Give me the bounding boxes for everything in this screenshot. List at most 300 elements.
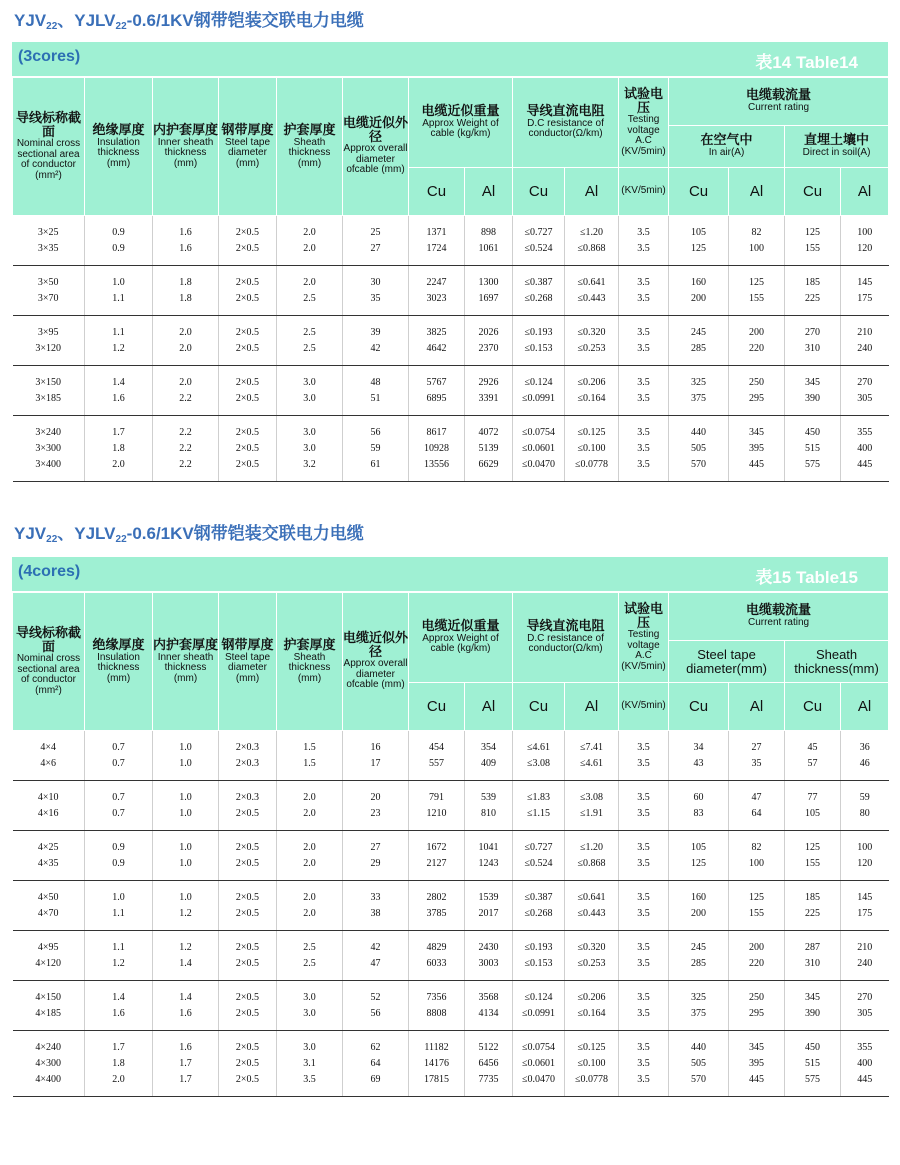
table-cell: 3×25	[37, 227, 59, 238]
table-cell: 1.6	[153, 216, 219, 242]
table-cell: 310	[785, 341, 841, 366]
spec-table	[12, 77, 889, 482]
table-cell: 305	[841, 391, 889, 416]
table-cell: ≤0.0778	[565, 457, 619, 482]
table-cell: 3.5	[619, 216, 669, 242]
table-cell: 400	[841, 1056, 889, 1072]
table-cell: 2127	[409, 856, 465, 881]
table-cell: 3.5	[619, 781, 669, 807]
table-cell: 155	[729, 291, 785, 316]
table-cell: 1539	[465, 881, 513, 907]
table-cell: ≤0.443	[565, 906, 619, 931]
table-row	[13, 366, 889, 392]
table-cell: 2×0.3	[219, 731, 277, 757]
table-cell: 210	[841, 931, 889, 957]
table-cell: 2.0	[277, 216, 343, 242]
table-row	[13, 756, 889, 781]
table-cell: 375	[669, 391, 729, 416]
header-insulation-en: Insulation thickness (mm)	[97, 136, 140, 169]
table-cell: 2×0.5	[219, 1072, 277, 1097]
table-cell: 2.0	[277, 856, 343, 881]
table-row	[13, 806, 889, 831]
table-cell: 395	[729, 441, 785, 457]
table-cell: ≤0.153	[513, 956, 565, 981]
table-cell: 4×300	[35, 1058, 62, 1069]
table-cell: 0.7	[85, 781, 153, 807]
header-resistance-zh: 导线直流电阻	[526, 619, 605, 635]
table-cell: 355	[841, 416, 889, 442]
table-cell: 287	[785, 931, 841, 957]
table-cell: 270	[841, 366, 889, 392]
table-cell: 42	[343, 341, 409, 366]
table-cell: 3×35	[13, 241, 85, 266]
table-cell: 160	[669, 266, 729, 292]
table-row	[13, 441, 889, 457]
header-diameter	[343, 593, 409, 731]
table-cell: ≤3.08	[513, 756, 565, 781]
table-cell: 1.1	[85, 906, 153, 931]
header-inner-sheath-zh: 内护套厚度	[153, 122, 219, 138]
table-cell: 200	[729, 316, 785, 342]
header-insulation-zh: 绝缘厚度	[92, 637, 145, 653]
table-cell: 100	[841, 831, 889, 857]
table-cell: 2.2	[153, 441, 219, 457]
table-cell: 200	[669, 906, 729, 931]
table-cell: 3.0	[277, 391, 343, 416]
header-inner-sheath-en: Inner sheath thickness (mm)	[157, 651, 214, 684]
table-cell: 2.0	[153, 316, 219, 342]
table-cell: ≤0.253	[565, 341, 619, 366]
table-cell: 155	[785, 241, 841, 266]
table-cell: 1.8	[85, 441, 153, 457]
header-in-air	[669, 641, 785, 683]
header-kv	[619, 168, 669, 216]
table-cell: 2×0.5	[219, 416, 277, 442]
table-cell: ≤0.320	[565, 931, 619, 957]
table-row	[13, 457, 889, 482]
header-resistance-en: D.C resistance of conductor(Ω/km)	[527, 632, 604, 655]
table-cell: 1.2	[153, 931, 219, 957]
table-cell: 2.0	[277, 806, 343, 831]
header-cu	[669, 683, 729, 731]
table-cell: 4×10	[37, 792, 59, 803]
table-cell: 27	[343, 831, 409, 857]
table-cell: 515	[785, 441, 841, 457]
header-al-label: Al	[857, 698, 872, 716]
table-cell: 3.5	[619, 956, 669, 981]
table-cell: 345	[729, 1031, 785, 1057]
table-cell: 7356	[409, 981, 465, 1007]
table-cell: 2×0.3	[219, 781, 277, 807]
table-cell: 220	[729, 341, 785, 366]
table-cell: 1243	[465, 856, 513, 881]
table-cell: 1.0	[153, 881, 219, 907]
header-current-rating-zh: 电缆载流量	[746, 88, 812, 104]
table-cell: 3.0	[277, 416, 343, 442]
table-cell: 2×0.5	[219, 1056, 277, 1072]
table-cell: ≤0.125	[565, 416, 619, 442]
header-in-air	[669, 126, 785, 168]
header-al	[841, 683, 889, 731]
header-conductor	[13, 78, 85, 216]
table-cell: 2.0	[153, 366, 219, 392]
table-cell: 4×6	[13, 756, 85, 781]
table-cell: 2370	[465, 341, 513, 366]
table-cell: 27	[343, 241, 409, 266]
header-insulation	[85, 78, 153, 216]
table-cell: 2×0.5	[219, 266, 277, 292]
table-cell: ≤4.61	[513, 731, 565, 757]
table-cell: ≤1.15	[513, 806, 565, 831]
table-cell: 575	[785, 1072, 841, 1097]
table-cell: 0.9	[85, 216, 153, 242]
table-cell: 16	[343, 731, 409, 757]
table-cell: 1.7	[85, 1031, 153, 1057]
header-cu-label: Cu	[528, 698, 549, 716]
table-cell: 3.5	[619, 756, 669, 781]
table-row	[13, 1031, 889, 1057]
table-cell: 225	[785, 906, 841, 931]
table-cell: 2×0.5	[219, 391, 277, 416]
header-voltage-zh: 试验电压	[624, 601, 664, 631]
table-cell: 2×0.5	[219, 956, 277, 981]
table-cell: ≤0.0754	[513, 1031, 565, 1057]
table-cell: 1.1	[85, 316, 153, 342]
table-cell: 35	[729, 756, 785, 781]
table-cell: 325	[669, 366, 729, 392]
table-cell: ≤7.41	[565, 731, 619, 757]
table-cell: 105	[785, 806, 841, 831]
table-cell: 1.4	[85, 981, 153, 1007]
table-number: 表14 Table14	[755, 53, 858, 72]
table-cell: 69	[343, 1072, 409, 1097]
table-cell: 3×300	[35, 443, 62, 454]
table-cell: ≤0.727	[513, 216, 565, 242]
table-cell: 2×0.3	[219, 756, 277, 781]
table-cell: 1.0	[85, 266, 153, 292]
header-conductor-zh: 导线标称截面	[15, 625, 81, 655]
table-cell: 345	[785, 366, 841, 392]
header-al-label: Al	[749, 698, 764, 716]
table-cell: 3003	[465, 956, 513, 981]
table-cell: 3.0	[277, 366, 343, 392]
table-cell: 60	[669, 781, 729, 807]
table-cell: 1.2	[85, 956, 153, 981]
table-cell: 29	[343, 856, 409, 881]
table-cell: ≤0.0778	[565, 1072, 619, 1097]
table-cell: 120	[841, 241, 889, 266]
table-cell: 3391	[465, 391, 513, 416]
table-cell: 8808	[409, 1006, 465, 1031]
table-cell: ≤0.524	[513, 856, 565, 881]
cores-label: (3cores)	[18, 48, 81, 65]
table-cell: 1.0	[153, 806, 219, 831]
header-inner-sheath	[153, 78, 219, 216]
header-resistance	[513, 593, 619, 683]
table-cell: 0.7	[85, 731, 153, 757]
header-cu-label: Cu	[802, 183, 823, 201]
table-cell: 4×120	[13, 956, 85, 981]
table-cell: 3.1	[277, 1056, 343, 1072]
table-cell: 155	[729, 906, 785, 931]
header-kv-label: (KV/5min)	[621, 185, 666, 197]
table-cell: ≤0.0601	[513, 441, 565, 457]
table-cell: ≤0.268	[513, 291, 565, 316]
table-cell: 375	[669, 1006, 729, 1031]
table-cell: 2×0.5	[219, 216, 277, 242]
table-cell: 4829	[409, 931, 465, 957]
header-sheath-en: Sheath thickness (mm)	[288, 651, 331, 684]
table-cell: 3.5	[619, 1072, 669, 1097]
table-cell: 47	[729, 781, 785, 807]
header-current-rating	[669, 78, 889, 126]
table-cell: 125	[785, 216, 841, 242]
table-cell: 5122	[465, 1031, 513, 1057]
table-cell: ≤0.641	[565, 266, 619, 292]
header-in-soil-zh: 直埋土壤中	[804, 133, 870, 149]
table-cell: 3.5	[619, 241, 669, 266]
table-number: 表15 Table15	[755, 568, 858, 587]
table-cell: 285	[669, 341, 729, 366]
table-cell: 2×0.5	[219, 981, 277, 1007]
header-cu	[409, 683, 465, 731]
table-cell: 125	[785, 831, 841, 857]
table-cell: 4072	[465, 416, 513, 442]
table-cell: 125	[669, 856, 729, 881]
table-row	[13, 856, 889, 881]
table-cell: 1.0	[153, 781, 219, 807]
table-cell: 3.5	[619, 341, 669, 366]
header-current-rating	[669, 593, 889, 641]
header-al	[465, 168, 513, 216]
table-cell: 505	[669, 441, 729, 457]
table-cell: 0.9	[85, 831, 153, 857]
table-cell: 3×70	[13, 291, 85, 316]
table-cell: 2.2	[153, 391, 219, 416]
table-cell: 20	[343, 781, 409, 807]
table-cell: 2926	[465, 366, 513, 392]
table-cell: 3×400	[13, 457, 85, 482]
table-cell: 3.5	[619, 441, 669, 457]
header-sheath-zh: 护套厚度	[283, 122, 336, 138]
table-row	[13, 831, 889, 857]
header-resistance-en: D.C resistance of conductor(Ω/km)	[527, 117, 604, 140]
header-voltage-en: Testing voltage A.C (KV/5min)	[621, 114, 666, 157]
table-cell: 120	[841, 856, 889, 881]
table-cell: 3785	[409, 906, 465, 931]
table-cell: 17815	[409, 1072, 465, 1097]
table-cell: 3×95	[37, 327, 59, 338]
table-cell: 0.9	[85, 241, 153, 266]
table-cell: 2.0	[277, 881, 343, 907]
header-inner-sheath-zh: 内护套厚度	[153, 637, 219, 653]
header-cu	[785, 683, 841, 731]
header-al	[565, 683, 619, 731]
table-cell: 220	[729, 956, 785, 981]
table-cell: 64	[729, 806, 785, 831]
table-cell: 409	[465, 756, 513, 781]
table-cell: 557	[409, 756, 465, 781]
table-cell: 51	[343, 391, 409, 416]
table-cell: 1.7	[153, 1072, 219, 1097]
table-cell: 898	[465, 216, 513, 242]
table-cell: ≤0.124	[513, 981, 565, 1007]
table-cell: 270	[841, 981, 889, 1007]
cable-table-3cores	[12, 42, 888, 482]
table-cell: 2.2	[153, 457, 219, 482]
table-cell: 270	[785, 316, 841, 342]
header-diameter	[343, 78, 409, 216]
table-cell: 145	[841, 881, 889, 907]
table-cell: 105	[669, 831, 729, 857]
table-cell: 200	[669, 291, 729, 316]
header-steel-tape-en: Steel tape diameter (mm)	[224, 136, 271, 169]
header-cu-label: Cu	[426, 183, 447, 201]
table-cell: 175	[841, 906, 889, 931]
table-cell: 185	[785, 881, 841, 907]
table-caption-band	[12, 42, 888, 77]
table-cell: 38	[343, 906, 409, 931]
table-row	[13, 1072, 889, 1097]
table-cell: 2.5	[277, 316, 343, 342]
table-cell: 3.0	[277, 441, 343, 457]
table-cell: 1.6	[153, 1031, 219, 1057]
table-cell: 2017	[465, 906, 513, 931]
table-cell: 3.0	[277, 1031, 343, 1057]
table-cell: 4×16	[13, 806, 85, 831]
section-title: $YJV_{22}$、$YJLV_{22}-0.6/1KV$钢带铠装交联电力电缆	[14, 11, 364, 32]
table-row	[13, 391, 889, 416]
table-cell: 48	[343, 366, 409, 392]
table-cell: 3.5	[619, 291, 669, 316]
table-cell: 3.5	[619, 266, 669, 292]
header-in-soil-en: Direct in soil(A)	[802, 147, 871, 159]
table-cell: 4×25	[37, 842, 59, 853]
table-cell: 390	[785, 391, 841, 416]
table-cell: 240	[841, 956, 889, 981]
table-cell: 57	[785, 756, 841, 781]
table-cell: 4×400	[13, 1072, 85, 1097]
table-cell: 82	[729, 831, 785, 857]
header-cu-label: Cu	[688, 698, 709, 716]
table-cell: 1061	[465, 241, 513, 266]
table-cell: 3.2	[277, 457, 343, 482]
cores-label: (4cores)	[18, 563, 81, 580]
table-cell: 240	[841, 341, 889, 366]
table-cell: ≤0.868	[565, 856, 619, 881]
table-cell: 42	[343, 931, 409, 957]
table-cell: 2×0.5	[219, 341, 277, 366]
table-cell: 2×0.5	[219, 806, 277, 831]
table-row	[13, 316, 889, 342]
table-cell: ≤0.193	[513, 931, 565, 957]
table-cell: 3.5	[619, 457, 669, 482]
table-cell: ≤1.83	[513, 781, 565, 807]
table-cell: 3.5	[619, 806, 669, 831]
header-weight	[409, 78, 513, 168]
header-kv	[619, 683, 669, 731]
header-cu-label: Cu	[528, 183, 549, 201]
header-diameter-en: Approx overall diameter ofcable (mm)	[343, 658, 408, 691]
table-cell: 3.5	[619, 1006, 669, 1031]
table-cell: 345	[785, 981, 841, 1007]
table-cell: 390	[785, 1006, 841, 1031]
table-cell: 125	[669, 241, 729, 266]
table-cell: 4×185	[13, 1006, 85, 1031]
table-cell: 3825	[409, 316, 465, 342]
table-cell: 1300	[465, 266, 513, 292]
table-cell: ≤0.0991	[513, 391, 565, 416]
table-cell: 1672	[409, 831, 465, 857]
table-cell: 45	[785, 731, 841, 757]
table-row	[13, 216, 889, 242]
table-cell: 5767	[409, 366, 465, 392]
header-in-air-zh: Steel tape diameter(mm)	[686, 646, 767, 676]
table-cell: ≤0.443	[565, 291, 619, 316]
header-insulation	[85, 593, 153, 731]
table-cell: ≤0.387	[513, 881, 565, 907]
table-cell: ≤0.727	[513, 831, 565, 857]
table-cell: 295	[729, 1006, 785, 1031]
table-cell: 56	[343, 416, 409, 442]
table-cell: 17	[343, 756, 409, 781]
table-cell: 1.4	[153, 981, 219, 1007]
table-cell: 445	[729, 457, 785, 482]
table-cell: 59	[343, 441, 409, 457]
table-cell: 2.5	[277, 931, 343, 957]
table-cell: ≤0.0470	[513, 457, 565, 482]
header-diameter-zh: 电缆近似外径	[343, 631, 409, 660]
table-cell: 575	[785, 457, 841, 482]
table-cell: 0.9	[85, 856, 153, 881]
table-cell: 245	[669, 931, 729, 957]
table-cell: 1.0	[153, 731, 219, 757]
table-row	[13, 931, 889, 957]
header-sheath-zh: 护套厚度	[283, 637, 336, 653]
header-diameter-zh: 电缆近似外径	[343, 116, 409, 145]
table-cell: 185	[785, 266, 841, 292]
table-cell: 100	[841, 216, 889, 242]
table-cell: ≤4.61	[565, 756, 619, 781]
table-cell: ≤0.253	[565, 956, 619, 981]
table-cell: 6895	[409, 391, 465, 416]
table-cell: 7735	[465, 1072, 513, 1097]
table-cell: 1.0	[153, 831, 219, 857]
table-row	[13, 1006, 889, 1031]
table-cell: 2×0.5	[219, 856, 277, 881]
header-conductor-en: Nominal cross sectional area of conductor (mm²)	[16, 138, 81, 181]
table-cell: 43	[669, 756, 729, 781]
table-cell: 1.4	[153, 956, 219, 981]
table-cell: 285	[669, 956, 729, 981]
table-cell: 295	[729, 391, 785, 416]
table-cell: 77	[785, 781, 841, 807]
header-sheath	[277, 78, 343, 216]
table-cell: 2×0.5	[219, 906, 277, 931]
table-cell: 4642	[409, 341, 465, 366]
table-cell: 440	[669, 1031, 729, 1057]
header-al-label: Al	[857, 183, 872, 201]
table-cell: 3×240	[35, 427, 62, 438]
header-cu-label: Cu	[426, 698, 447, 716]
table-cell: 3.5	[619, 906, 669, 931]
header-al	[729, 168, 785, 216]
table-cell: ≤0.124	[513, 366, 565, 392]
header-in-air-en: In air(A)	[708, 147, 745, 159]
table-cell: 6033	[409, 956, 465, 981]
table-cell: ≤0.100	[565, 441, 619, 457]
header-weight-zh: 电缆近似重量	[421, 619, 500, 635]
